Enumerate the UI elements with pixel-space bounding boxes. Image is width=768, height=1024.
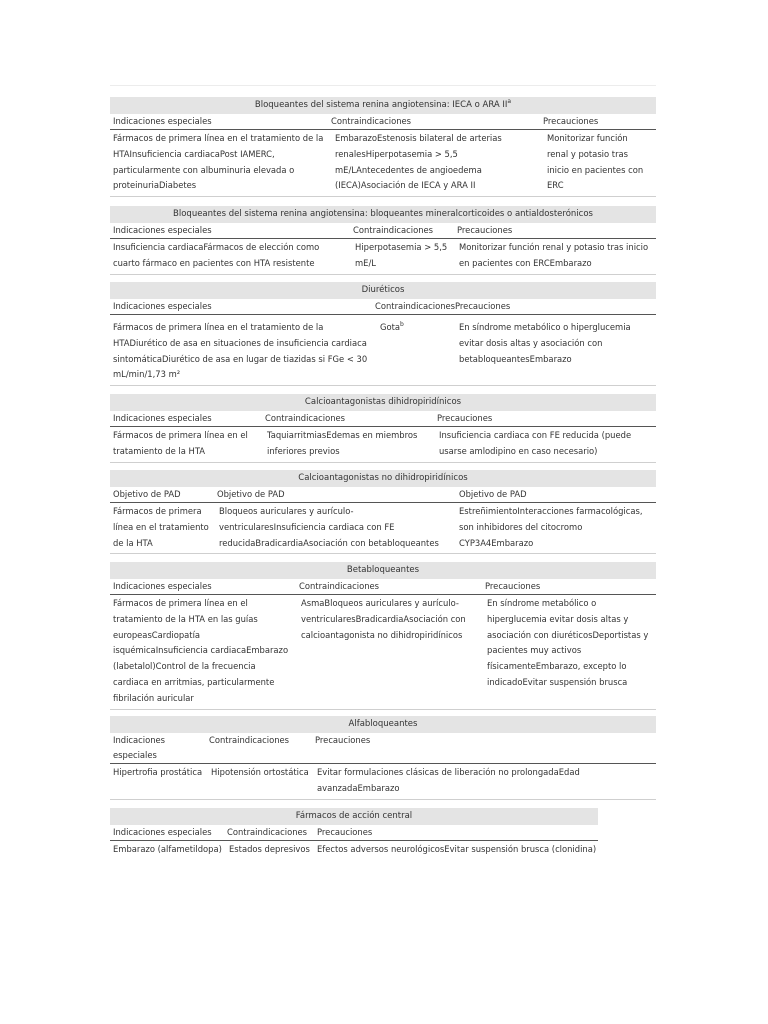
section-title: Bloqueantes del sistema renina angiotensina: bloqueantes mineralcorticoides o antialdosterónicos [110,206,656,223]
cell-indicaciones: Fármacos de primera línea en el tratamiento de la HTA en las guías europeasCardiopatía isquémicaInsuficiencia cardiacaEmbarazo (labetalol)Control de la frecuencia cardiaca en arritmias, particularmente fibrilación auricular [113,598,289,703]
cell-precauciones: Efectos adversos neurológicosEvitar suspensión brusca (clonidina) [317,844,597,854]
header-row [110,299,656,315]
cell-indicaciones: Embarazo (alfametildopa) [113,844,222,854]
cell-indicaciones: Hipertrofia prostática [113,767,203,777]
header-precauciones: Precauciones [437,413,493,423]
section-title: Calcioantagonistas no dihidropiridínicos [110,470,656,487]
cell-indicaciones: Fármacos de primera línea en el tratamiento de la HTAInsuficiencia cardiacaPost IAMERC, particularmente con albuminuria elevada o proteinuriaDiabetes [113,133,324,191]
header-precauciones: Precauciones [543,116,599,126]
cell-precauciones: En síndrome metabólico o hiperglucemia evitar dosis altas y asociación con betabloqueantesEmbarazo [459,322,631,364]
section-accion-central [110,808,598,860]
header-precauciones: Precauciones [455,301,511,311]
cell-precauciones: Evitar formulaciones clásicas de liberación no prolongadaEdad avanzadaEmbarazo [317,767,580,793]
header-col-2: Objetivo de PAD [217,489,285,499]
cell-contraindicaciones: AsmaBloqueos auriculares y aurículo-ventricularesBradicardiaAsociación con calcioantagonista no dihidropiridínicos [301,598,466,640]
cell-indicaciones: Fármacos de primera línea en el tratamiento de la HTA [113,430,248,456]
cell-precauciones: En síndrome metabólico o hiperglucemia evitar dosis altas y asociación con diuréticosDeportistas y pacientes muy activos físicamenteEmbarazo, excepto lo indicadoEvitar suspensión brusca [487,598,649,687]
section-antialdosteronicos [110,206,656,275]
header-indicaciones: Indicaciones especiales [113,301,212,311]
header-contraindicaciones: Contraindicaciones [375,301,456,311]
table-row [110,841,598,860]
table-row [110,315,656,386]
header-indicaciones: Indicaciones especiales [113,116,212,126]
table-row [110,130,656,197]
title-superscript: a [507,98,512,106]
cell-precauciones: Insuficiencia cardiaca con FE reducida (puede usarse amlodipino en caso necesario) [439,430,632,456]
section-title: Alfabloqueantes [110,716,656,733]
table-row [110,595,656,710]
header-row [110,733,656,764]
footnote-superscript: b [400,321,404,329]
section-title: Calcioantagonistas dihidropiridínicos [110,394,656,411]
section-title: Betabloqueantes [110,562,656,579]
section-diureticos [110,282,656,386]
header-indicaciones: Indicaciones especiales [113,735,166,760]
header-row [110,579,656,595]
cell-contraindicaciones: Bloqueos auriculares y aurículo-ventricularesInsuficiencia cardiaca con FE reducidaBradicardiaAsociación con betabloqueantes [219,506,439,548]
header-row [110,114,656,130]
header-row [110,825,598,841]
section-title: Bloqueantes del sistema renina angiotensina: IECA o ARA $II^a$ [110,97,656,114]
table-row [110,239,656,275]
header-contraindicaciones: Contraindicaciones [209,735,290,745]
cell-precauciones: Monitorizar función renal y potasio tras inicio en pacientes con ERCEmbarazo [459,242,649,268]
header-indicaciones: Indicaciones especiales [113,581,212,591]
header-precauciones: Precauciones [315,735,371,745]
cell-precauciones: Monitorizar función renal y potasio tras inicio en pacientes con ERC [547,133,644,191]
section-alfabloqueantes [110,716,656,800]
section-calcioantagonistas-no-dhp [110,470,656,554]
table-row [110,764,656,800]
header-contraindicaciones: Contraindicaciones [353,225,434,235]
section-title: Diuréticos [110,282,656,299]
header-indicaciones: Indicaciones especiales [113,225,212,235]
cell-indicaciones: Fármacos de primera línea en el tratamiento de la HTA [113,506,209,548]
section-calcioantagonistas-dhp [110,394,656,463]
header-indicaciones: Indicaciones especiales [113,413,212,423]
cell-contraindicaciones: EmbarazoEstenosis bilateral de arterias renalesHiperpotasemia > 5,5 mE/LAntecedentes de angioedema (IECA)Asociación de IECA y ARA II [335,133,502,191]
cell-contraindicaciones: TaquiarritmiasEdemas en miembros inferiores previos [267,430,418,456]
section-title: Fármacos de acción central [110,808,598,825]
header-row [110,411,656,427]
header-precauciones: Precauciones [457,225,513,235]
section-ieca-ara [110,97,656,197]
cell-contraindicaciones: Gota$^b$ [380,321,404,332]
table-row [110,503,656,554]
header-col-1: Objetivo de PAD [113,489,181,499]
top-rule [110,85,656,86]
cell-precauciones: EstreñimientoInteracciones farmacológicas, son inhibidores del citocromo CYP3A4Embarazo [459,506,643,548]
header-contraindicaciones: Contraindicaciones [299,581,380,591]
cell-contraindicaciones: Estados depresivos [229,844,310,854]
header-col-3: Objetivo de PAD [459,489,527,499]
header-indicaciones: Indicaciones especiales [113,827,212,837]
cell-indicaciones: Insuficiencia cardiacaFármacos de elección como cuarto fármaco en pacientes con HTA resistente [113,242,320,268]
header-precauciones: Precauciones [485,581,541,591]
header-row [110,487,656,503]
cell-indicaciones: Fármacos de primera línea en el tratamiento de la HTADiurético de asa en situaciones de insuficiencia cardiaca sintomáticaDiurético de asa en lugar de tiazidas si FGe < 30 mL/min/1,73 m² [113,322,368,380]
header-contraindicaciones: Contraindicaciones [227,827,308,837]
header-contraindicaciones: Contraindicaciones [265,413,346,423]
header-precauciones: Precauciones [317,827,373,837]
cell-contraindicaciones: Hiperpotasemia > 5,5 mE/L [355,242,448,268]
header-contraindicaciones: Contraindicaciones [331,116,412,126]
header-row [110,223,656,239]
cell-contraindicaciones: Hipotensión ortostática [211,767,309,777]
table-row [110,427,656,463]
section-betabloqueantes [110,562,656,710]
